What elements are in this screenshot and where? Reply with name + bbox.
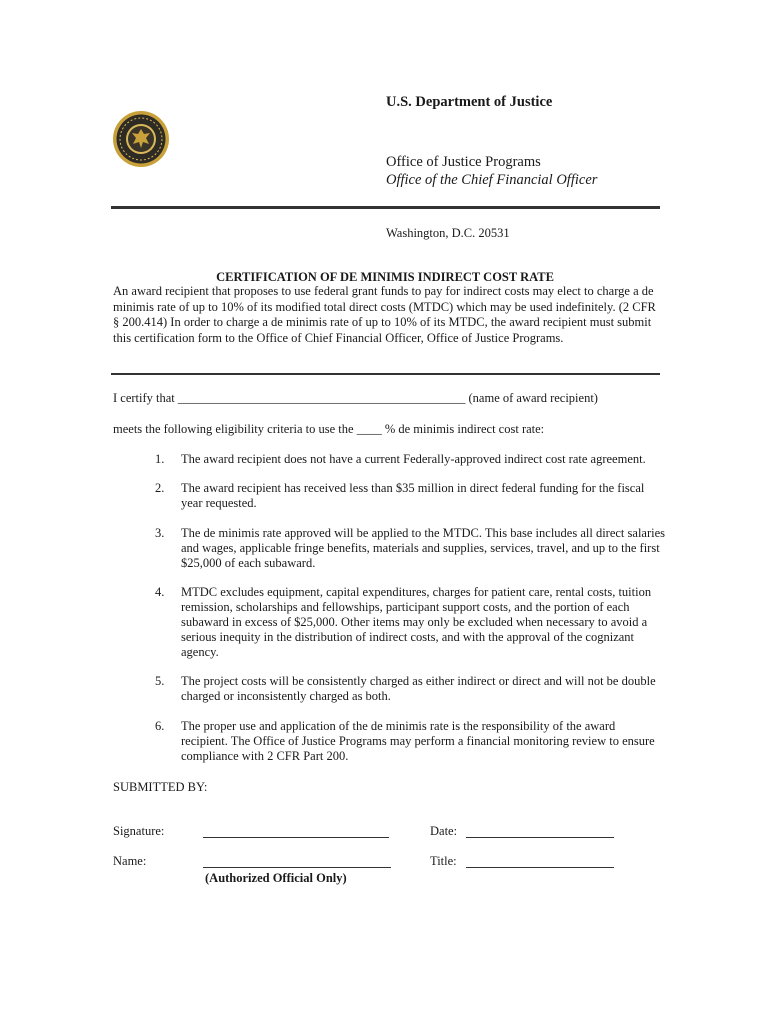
name-field[interactable] [203, 867, 391, 868]
criteria-item [155, 452, 665, 467]
criteria-line: meets the following eligibility criteria to use the ____ % de minimis indirect cost rate: [113, 422, 545, 436]
criteria-item [155, 585, 665, 660]
signature-label: Signature: [113, 824, 165, 838]
item-text: The award recipient has received less than $35 million in direct federal funding for the fiscal year requested. [181, 481, 645, 510]
item-text: The project costs will be consistently charged as either indirect or direct and will not be double charged or inconsistently charged as both. [181, 674, 656, 703]
item-text: The proper use and application of the de minimis rate is the responsibility of the award recipient. The Office of Justice Programs may perform a financial monitoring review to ensure compliance with 2 CFR Part 200. [181, 719, 655, 763]
title-field[interactable] [466, 867, 614, 868]
item-text: MTDC excludes equipment, capital expenditures, charges for patient care, rental costs, tuition remission, scholarships and fellowships, participant support costs, and the portion of each subaward in excess of $25,000. Other items may only be excluded when necessary to avoid a serious inequity in the distribution of indirect costs, and with the approval of the cognizant agency. [181, 585, 652, 659]
item-text: The award recipient does not have a current Federally-approved indirect cost rate agreement. [181, 452, 646, 466]
item-number: 4. [155, 585, 165, 599]
header-divider [111, 206, 660, 209]
item-number: 5. [155, 674, 165, 688]
form-title: CERTIFICATION OF DE MINIMIS INDIRECT COST RATE [216, 270, 554, 284]
address-line: Washington, D.C. 20531 [386, 226, 510, 240]
signature-field[interactable] [203, 837, 389, 838]
criteria-item [155, 719, 665, 764]
date-field[interactable] [466, 837, 614, 838]
office-name: Office of Justice Programs [386, 154, 541, 170]
certify-line: I certify that ______________________________________________ (name of award recipient) [113, 391, 598, 405]
criteria-item [155, 526, 665, 571]
item-number: 1. [155, 452, 165, 466]
submitted-by-label: SUBMITTED BY: [113, 780, 208, 794]
criteria-item [155, 674, 665, 704]
item-number: 2. [155, 481, 165, 495]
item-text: The de minimis rate approved will be applied to the MTDC. This base includes all direct salaries and wages, applicable fringe benefits, materials and supplies, services, travel, and up to the first $25,000 of each subaward. [181, 526, 666, 570]
section-divider [111, 373, 660, 375]
item-number: 6. [155, 719, 165, 733]
intro-paragraph: An award recipient that proposes to use federal grant funds to pay for indirect costs may elect to charge a de minimis rate of up to 10% of its modified total direct costs (MTDC) which may be used indefinitely. (2 CFR § 200.414) In order to charge a de minimis rate of up to 10% of its MTDC, the award recipient must submit this certification form to the Office of Chief Financial Officer, Office of Justice Programs. [113, 284, 656, 345]
item-number: 3. [155, 526, 165, 540]
date-label: Date: [430, 824, 458, 838]
name-label: Name: [113, 854, 147, 868]
sub-office-name: Office of the Chief Financial Officer [386, 172, 598, 188]
doj-seal-icon [112, 110, 170, 168]
agency-name: U.S. Department of Justice [386, 94, 553, 110]
authorized-official-note: (Authorized Official Only) [205, 871, 347, 885]
title-label: Title: [430, 854, 457, 868]
criteria-item [155, 481, 665, 511]
